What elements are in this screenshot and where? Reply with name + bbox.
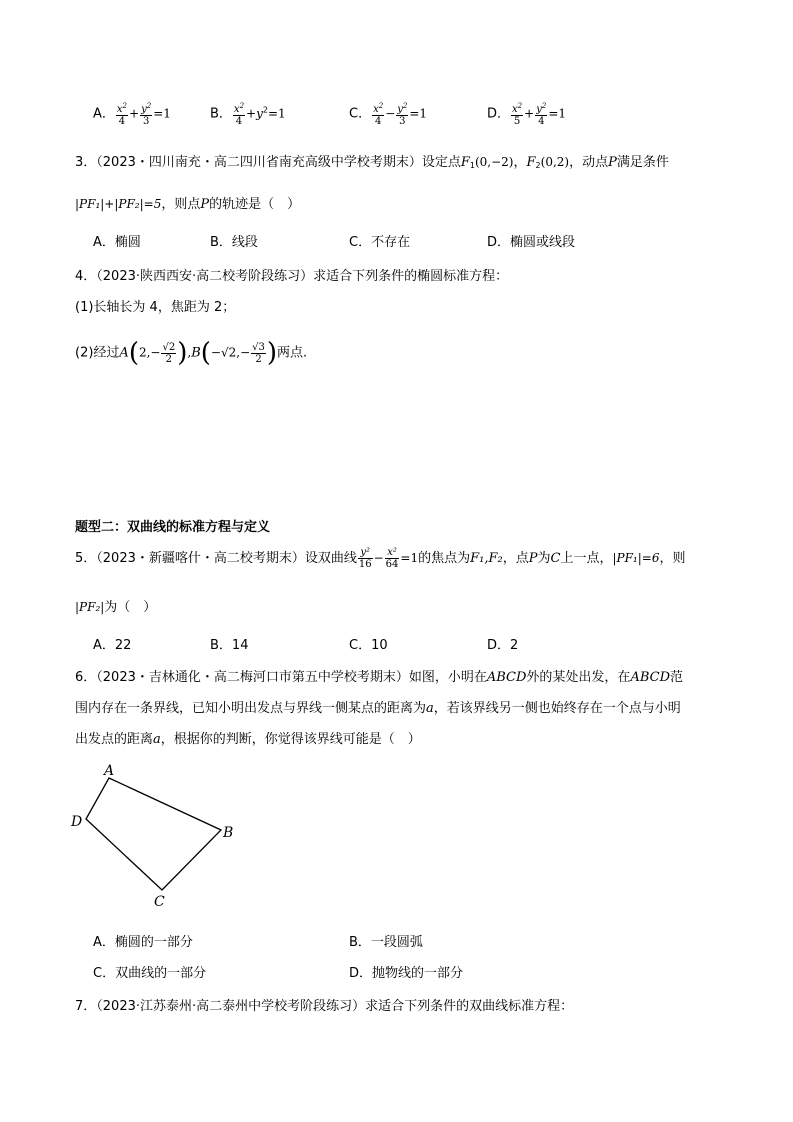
q7-stem: 7．（2023·江苏泰州·高二泰州中学校考阶段练习）求适合下列条件的双曲线标准方程： <box>75 999 574 1014</box>
fraction: $\frac{\text{x²}}{64}$ <box>385 547 399 570</box>
section-title: 题型二：双曲线的标准方程与定义 <box>75 520 271 535</box>
q3-condition: |PF₁|+|PF₂|=5 <box>75 197 162 211</box>
vertex-label-b: B <box>223 825 234 841</box>
fraction: $\frac{x^2}{4}$ <box>233 102 245 127</box>
vertex-label-c: C <box>154 894 165 910</box>
q2-option-a: A． $\frac{x^2}{4}$ + $\frac{y^2}{3}$ =1 <box>93 102 171 127</box>
q6-option-d: D．抛物线的一部分 <box>349 966 464 981</box>
fraction: $\frac{x^2}{5}$ <box>512 102 523 127</box>
fraction: $\frac{y^2}{3}$ <box>397 102 408 127</box>
q5-option-a: A．22 <box>93 638 132 653</box>
fraction: $\frac{x^2}{4}$ <box>116 102 128 127</box>
q2-option-c: C． $\frac{x^2}{4}$ − $\frac{y^2}{3}$ =1 <box>349 102 428 127</box>
q3-option-c: C．不存在 <box>349 235 411 250</box>
fraction: $\frac{y^2}{3}$ <box>141 102 152 127</box>
vertex-label-d: D <box>71 814 83 830</box>
q6-option-c: C．双曲线的一部分 <box>93 966 207 981</box>
q5-stem-line1: 5．（2023・新疆喀什・高二校考期末）设双曲线 $\frac{\text{y²}}{16}$ − $\frac{\text{x²}}{64}$ =1的焦点为F₁,F₂，点P为C上一点，|PF₁|=6，则 <box>75 547 686 570</box>
q3-option-b: B．线段 <box>210 235 258 250</box>
q6-option-a: A．椭圆的一部分 <box>93 935 193 950</box>
fraction: $\frac{√2}{2}$ <box>162 341 176 365</box>
q5-option-c: C．10 <box>349 638 388 653</box>
q5-option-b: B．14 <box>210 638 249 653</box>
q4-part2: (2)经过A(2,− $\frac{√2}{2}$ ),B(−√2,− $\frac{√3}{2}$ )两点. <box>75 338 308 368</box>
q5-option-d: D．2 <box>487 638 519 653</box>
q6-option-b: B．一段圆弧 <box>349 935 423 950</box>
fraction: $\frac{y^2}{4}$ <box>536 102 547 127</box>
quadrilateral-figure <box>66 760 246 910</box>
q6-stem-line3: 出发点的距离a，根据你的判断，你觉得该界线可能是（ ） <box>75 732 421 747</box>
vertex-label-a: A <box>104 763 115 779</box>
q4-part1: (1)长轴长为 4，焦距为 2； <box>75 300 236 315</box>
q3-stem-line2: |PF₁|+|PF₂|=5，则点P的轨迹是（ ） <box>75 197 301 212</box>
quadrilateral-shape <box>86 778 221 890</box>
fraction: $\frac{√3}{2}$ <box>252 341 265 365</box>
q2-option-d: D． $\frac{x^2}{5}$ + $\frac{y^2}{4}$ =1 <box>487 102 567 127</box>
q3-stem-line1: 3．（2023・四川南充・高二四川省南充高级中学校考期末）设定点$F_1(0,-2)$，$F_2(0,2)$，动点P满足条件 <box>75 155 669 170</box>
q2-option-b: B． $\frac{x^2}{4}$ $+y^2=1$ <box>210 102 286 127</box>
fraction: $\frac{x^2}{4}$ <box>373 102 384 127</box>
q6-stem-line1: 6．（2023・吉林通化・高二梅河口市第五中学校考期末）如图，小明在ABCD外的某处出发，在ABCD范 <box>75 670 684 685</box>
q3-option-d: D．椭圆或线段 <box>487 235 576 250</box>
q5-stem-line2: |PF₂|为（ ） <box>75 600 157 615</box>
q6-stem-line2: 围内存在一条界线，已知小明出发点与界线一侧某点的距离为a，若该界线另一侧也始终存在一个点与小明 <box>75 701 681 716</box>
fraction: $\frac{\text{y²}}{16}$ <box>358 547 372 570</box>
q3-option-a: A．椭圆 <box>93 235 141 250</box>
q4-stem: 4．（2023·陕西西安·高二校考阶段练习）求适合下列条件的椭圆标准方程： <box>75 269 509 284</box>
